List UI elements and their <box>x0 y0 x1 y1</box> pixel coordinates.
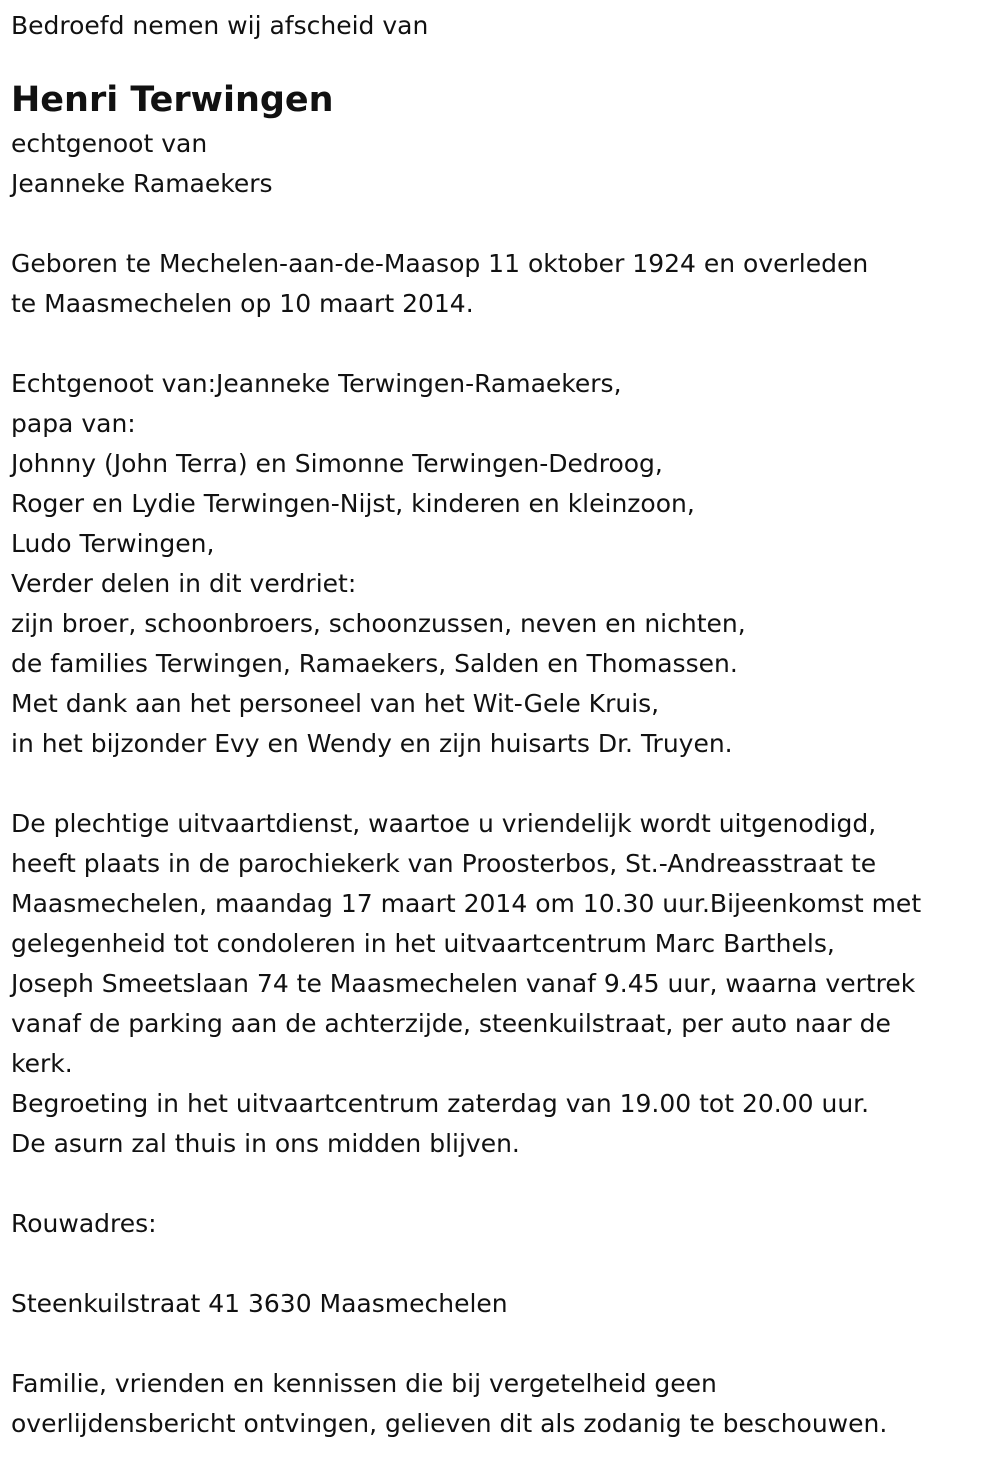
family-line: Met dank aan het personeel van het Wit-Gele Kruis, <box>11 689 660 718</box>
intro-text: Bedroefd nemen wij afscheid van <box>11 11 429 40</box>
family-line: Roger en Lydie Terwingen-Nijst, kinderen en kleinzoon, <box>11 489 695 518</box>
spouse-name: Jeanneke Ramaekers <box>11 169 273 198</box>
spacer <box>11 1244 1000 1284</box>
birth-death-line: Geboren te Mechelen-aan-de-Maasop 11 oktober 1924 en overleden <box>11 249 869 278</box>
ceremony-line: De asurn zal thuis in ons midden blijven. <box>11 1129 520 1158</box>
family-line: zijn broer, schoonbroers, schoonzussen, neven en nichten, <box>11 609 746 638</box>
family-line: de families Terwingen, Ramaekers, Salden en Thomassen. <box>11 649 738 678</box>
ceremony-line: heeft plaats in de parochiekerk van Proosterbos, St.-Andreasstraat te <box>11 849 877 878</box>
ceremony-line: vanaf de parking aan de achterzijde, steenkuilstraat, per auto naar de <box>11 1009 891 1038</box>
family-line: in het bijzonder Evy en Wendy en zijn huisarts Dr. Truyen. <box>11 729 733 758</box>
family-line: Johnny (John Terra) en Simonne Terwingen-Dedroog, <box>11 449 663 478</box>
birth-death-line: te Maasmechelen op 10 maart 2014. <box>11 289 474 318</box>
ceremony-line: Maasmechelen, maandag 17 maart 2014 om 10.30 uur.Bijeenkomst met <box>11 889 922 918</box>
ceremony-line: Begroeting in het uitvaartcentrum zaterdag van 19.00 tot 20.00 uur. <box>11 1089 870 1118</box>
spacer <box>11 324 1000 364</box>
spacer <box>11 1164 1000 1204</box>
closing-line: overlijdensbericht ontvingen, gelieven dit als zodanig te beschouwen. <box>11 1409 888 1438</box>
family-line: papa van: <box>11 409 136 438</box>
deceased-name: Henri Terwingen <box>11 80 334 120</box>
closing-line: Familie, vrienden en kennissen die bij vergetelheid geen <box>11 1369 717 1398</box>
ceremony-line: kerk. <box>11 1049 73 1078</box>
family-line: Ludo Terwingen, <box>11 529 215 558</box>
ceremony-line: Joseph Smeetslaan 74 te Maasmechelen vanaf 9.45 uur, waarna vertrek <box>11 969 916 998</box>
family-line: Echtgenoot van:Jeanneke Terwingen-Ramaekers, <box>11 369 622 398</box>
spacer <box>11 764 1000 804</box>
ceremony-line: gelegenheid tot condoleren in het uitvaartcentrum Marc Barthels, <box>11 929 835 958</box>
spacer <box>11 204 1000 244</box>
spacer <box>11 1324 1000 1364</box>
address-value: Steenkuilstraat 41 3630 Maasmechelen <box>11 1289 508 1318</box>
family-line: Verder delen in dit verdriet: <box>11 569 357 598</box>
address-label: Rouwadres: <box>11 1209 157 1238</box>
spouse-label: echtgenoot van <box>11 129 208 158</box>
ceremony-line: De plechtige uitvaartdienst, waartoe u vriendelijk wordt uitgenodigd, <box>11 809 877 838</box>
